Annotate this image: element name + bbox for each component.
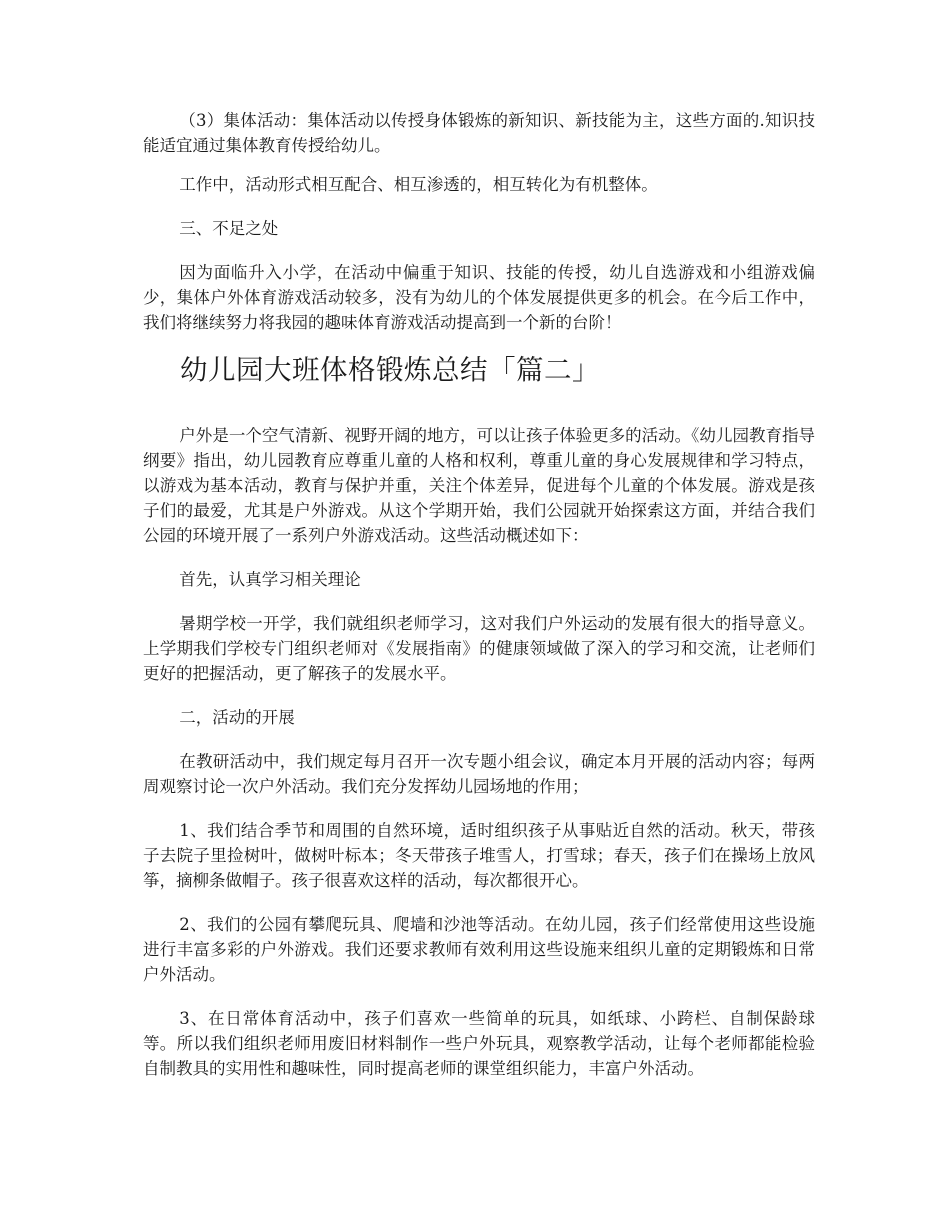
paragraph-research-meetings: 在教研活动中，我们规定每月召开一次专题小组会议，确定本月开展的活动内容；每两周观察讨论一次户外活动。我们充分发挥幼儿园场地的作用；	[143, 752, 815, 796]
section-heading-shortcomings: 三、不足之处	[179, 219, 279, 238]
article-title-part-two: 幼儿园大班体格锻炼总结「篇二」	[180, 354, 600, 386]
section-heading-theory: 首先，认真学习相关理论	[179, 570, 361, 589]
paragraph-theory: 暑期学校一开学，我们就组织老师学习，这对我们户外运动的发展有很大的指导意义。上学期我们学校专门组织老师对《发展指南》的健康领域做了深入的学习和交流，让老师们更好的把握活动，更了解孩子的发展水平。	[143, 614, 815, 683]
list-item-park-facilities: 2、我们的公园有攀爬玩具、爬墙和沙池等活动。在幼儿园，孩子们经常使用这些设施进行丰富多彩的户外游戏。我们还要求教师有效利用这些设施来组织儿童的定期锻炼和日常户外活动。	[143, 915, 815, 984]
list-item-seasonal-activities: 1、我们结合季节和周围的自然环境，适时组织孩子从事贴近自然的活动。秋天，带孩子去院子里捡树叶，做树叶标本；冬天带孩子堆雪人，打雪球；春天，孩子们在操场上放风筝，摘柳条做帽子。孩子很喜欢这样的活动，每次都很开心。	[143, 821, 815, 890]
paragraph-collective-activity: （3）集体活动：集体活动以传授身体锻炼的新知识、新技能为主，这些方面的.知识技能适宜通过集体教育传授给幼儿。	[143, 111, 815, 155]
document-page	[143, 108, 815, 1081]
paragraph-work-forms: 工作中，活动形式相互配合、相互渗透的，相互转化为有机整体。	[179, 175, 658, 194]
list-item-homemade-toys: 3、在日常体育活动中，孩子们喜欢一些简单的玩具，如纸球、小跨栏、自制保龄球等。所以我们组织老师用废旧材料制作一些户外玩具，观察教学活动，让每个老师都能检验自制教具的实用性和趣味性，同时提高老师的课堂组织能力，丰富户外活动。	[143, 1009, 815, 1078]
section-heading-activities: 二，活动的开展	[179, 708, 295, 727]
paragraph-outdoor-intro: 户外是一个空气清新、视野开阔的地方，可以让孩子体验更多的活动。《幼儿园教育指导纲要》指出，幼儿园教育应尊重儿童的人格和权利，尊重儿童的身心发展规律和学习特点，以游戏为基本活动，教育与保护并重，关注个体差异，促进每个儿童的个体发展。游戏是孩子们的最爱，尤其是户外游戏。从这个学期开始，我们公园就开始探索这方面，并结合我们公园的环境开展了一系列户外游戏活动。这些活动概述如下：	[143, 426, 815, 545]
paragraph-shortcomings: 因为面临升入小学，在活动中偏重于知识、技能的传授，幼儿自选游戏和小组游戏偏少，集体户外体育游戏活动较多，没有为幼儿的个体发展提供更多的机会。在今后工作中，我们将继续努力将我园的趣味体育游戏活动提高到一个新的台阶！	[143, 263, 815, 332]
